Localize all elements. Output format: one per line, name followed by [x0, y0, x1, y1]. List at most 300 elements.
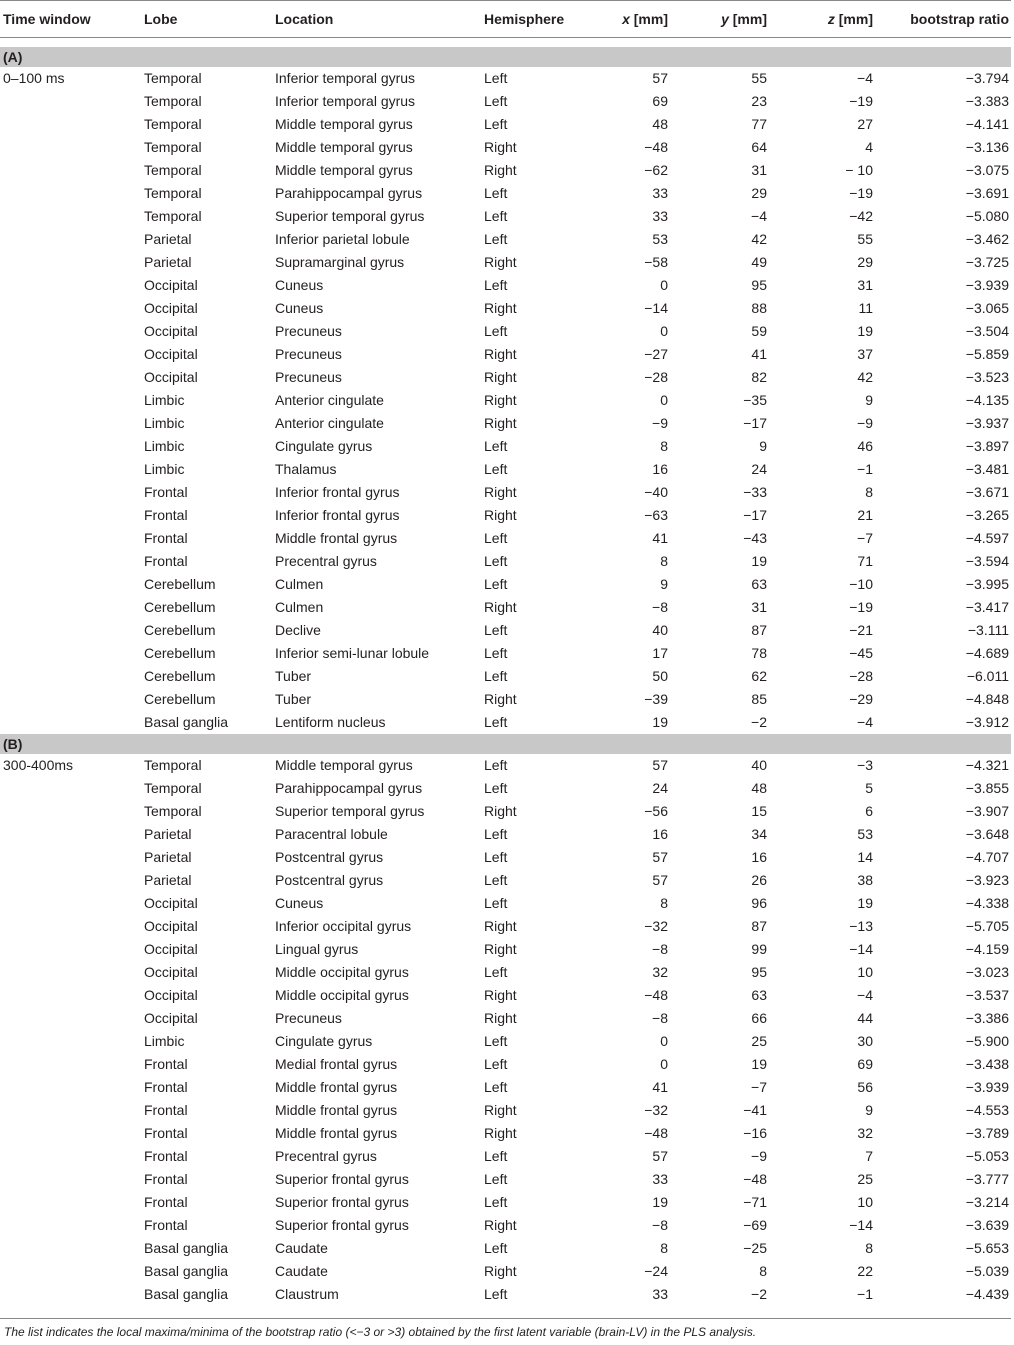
- table-row: [0, 1076, 1011, 1099]
- cell-hemisphere: Right: [484, 162, 517, 178]
- cell-bootstrap-ratio: −3.789: [965, 1125, 1009, 1141]
- cell-z: −13: [849, 918, 873, 934]
- cell-time-window: [0, 412, 144, 435]
- cell-location: Parahippocampal gyrus: [275, 185, 423, 201]
- cell-location: Middle temporal gyrus: [275, 162, 413, 178]
- cell-x: 0: [660, 1056, 668, 1072]
- cell-y: 85: [751, 691, 767, 707]
- cell-bootstrap-ratio: −4.848: [965, 691, 1009, 707]
- cell-x: 8: [660, 895, 668, 911]
- cell-lobe: Cerebellum: [144, 622, 216, 638]
- cell-bootstrap-ratio: −5.080: [965, 208, 1009, 224]
- table-row: [0, 1122, 1011, 1145]
- section-label: (B): [3, 735, 23, 752]
- table-row: [0, 1007, 1011, 1030]
- cell-location: Middle occipital gyrus: [275, 964, 409, 980]
- table-row: [0, 777, 1011, 800]
- cell-lobe: Temporal: [144, 70, 202, 86]
- cell-hemisphere: Left: [484, 964, 508, 980]
- cell-time-window: [0, 892, 144, 915]
- cell-location: Anterior cingulate: [275, 392, 384, 408]
- cell-time-window: [0, 1099, 144, 1122]
- cell-time-window: [0, 205, 144, 228]
- cell-lobe: Temporal: [144, 780, 202, 796]
- cell-lobe: Limbic: [144, 438, 185, 454]
- cell-time-window: [0, 596, 144, 619]
- cell-z: 8: [865, 1240, 873, 1256]
- cell-bootstrap-ratio: −3.504: [965, 323, 1009, 339]
- cell-location: Precuneus: [275, 346, 342, 362]
- cell-bootstrap-ratio: −3.939: [965, 277, 1009, 293]
- cell-bootstrap-ratio: −5.053: [965, 1148, 1009, 1164]
- cell-y: 96: [751, 895, 767, 911]
- table-row: [0, 481, 1011, 504]
- cell-bootstrap-ratio: −4.439: [965, 1286, 1009, 1302]
- cell-y: 62: [751, 668, 767, 684]
- cell-hemisphere: Left: [484, 1240, 508, 1256]
- cell-location: Paracentral lobule: [275, 826, 388, 842]
- cell-x: −28: [644, 369, 668, 385]
- cell-location: Thalamus: [275, 461, 337, 477]
- cell-location: Inferior temporal gyrus: [275, 93, 416, 109]
- cell-location: Middle frontal gyrus: [275, 1079, 398, 1095]
- cell-lobe: Cerebellum: [144, 691, 216, 707]
- cell-lobe: Cerebellum: [144, 645, 216, 661]
- cell-time-window: [0, 182, 144, 205]
- cell-y: 15: [751, 803, 767, 819]
- cell-bootstrap-ratio: −3.417: [965, 599, 1009, 615]
- cell-lobe: Basal ganglia: [144, 1286, 229, 1302]
- cell-bootstrap-ratio: −3.537: [965, 987, 1009, 1003]
- cell-x: 53: [652, 231, 668, 247]
- table-row: [0, 182, 1011, 205]
- cell-location: Cingulate gyrus: [275, 438, 373, 454]
- cell-y: −43: [743, 530, 767, 546]
- cell-x: 17: [652, 645, 668, 661]
- table-row: [0, 67, 1011, 90]
- cell-y: −2: [751, 714, 767, 730]
- cell-location: Inferior semi-lunar lobule: [275, 645, 430, 661]
- cell-bootstrap-ratio: −3.462: [965, 231, 1009, 247]
- cell-y: −71: [743, 1194, 767, 1210]
- cell-bootstrap-ratio: −5.653: [965, 1240, 1009, 1256]
- cell-z: 9: [865, 1102, 873, 1118]
- cell-z: 7: [865, 1148, 873, 1164]
- cell-time-window: [0, 1076, 144, 1099]
- cell-y: −17: [743, 415, 767, 431]
- cell-time-window: [0, 159, 144, 182]
- cell-hemisphere: Left: [484, 895, 508, 911]
- cell-y: −69: [743, 1217, 767, 1233]
- cell-location: Superior frontal gyrus: [275, 1171, 409, 1187]
- table-footer-rule: [0, 1318, 1011, 1319]
- cell-location: Inferior parietal lobule: [275, 231, 410, 247]
- cell-time-window: 0–100 ms: [3, 70, 65, 86]
- cell-hemisphere: Left: [484, 757, 508, 773]
- cell-bootstrap-ratio: −3.265: [965, 507, 1009, 523]
- cell-x: 8: [660, 1240, 668, 1256]
- table-row: [0, 688, 1011, 711]
- cell-x: 33: [652, 1286, 668, 1302]
- cell-hemisphere: Left: [484, 208, 508, 224]
- cell-y: 19: [751, 553, 767, 569]
- cell-hemisphere: Left: [484, 93, 508, 109]
- cell-x: −48: [644, 1125, 668, 1141]
- cell-y: 87: [751, 918, 767, 934]
- cell-y: 40: [751, 757, 767, 773]
- cell-time-window: [0, 642, 144, 665]
- cell-hemisphere: Right: [484, 392, 517, 408]
- table-row: [0, 113, 1011, 136]
- cell-y: −35: [743, 392, 767, 408]
- header-bootstrap-ratio: bootstrap ratio: [873, 1, 1011, 38]
- cell-z: 14: [857, 849, 873, 865]
- cell-bootstrap-ratio: −3.136: [965, 139, 1009, 155]
- cell-x: 57: [652, 757, 668, 773]
- table-row: [0, 136, 1011, 159]
- cell-time-window: [0, 984, 144, 1007]
- cell-z: 6: [865, 803, 873, 819]
- table-row: [0, 458, 1011, 481]
- cell-bootstrap-ratio: −3.907: [965, 803, 1009, 819]
- cell-z: 53: [857, 826, 873, 842]
- cell-x: −62: [644, 162, 668, 178]
- table-row: [0, 320, 1011, 343]
- cell-bootstrap-ratio: −3.386: [965, 1010, 1009, 1026]
- cell-y: −48: [743, 1171, 767, 1187]
- cell-hemisphere: Left: [484, 1171, 508, 1187]
- cell-time-window: [0, 869, 144, 892]
- cell-lobe: Occipital: [144, 941, 198, 957]
- table-row: [0, 527, 1011, 550]
- cell-lobe: Occipital: [144, 277, 198, 293]
- cell-lobe: Temporal: [144, 208, 202, 224]
- cell-lobe: Limbic: [144, 461, 185, 477]
- cell-time-window: [0, 366, 144, 389]
- cell-z: 37: [857, 346, 873, 362]
- cell-hemisphere: Right: [484, 941, 517, 957]
- cell-hemisphere: Left: [484, 826, 508, 842]
- cell-time-window: [0, 961, 144, 984]
- cell-z: −45: [849, 645, 873, 661]
- cell-x: 33: [652, 208, 668, 224]
- cell-z: −28: [849, 668, 873, 684]
- table-row: [0, 665, 1011, 688]
- cell-lobe: Cerebellum: [144, 576, 216, 592]
- cell-y: 99: [751, 941, 767, 957]
- cell-z: 11: [858, 300, 873, 316]
- table-row: [0, 984, 1011, 1007]
- cell-z: 25: [857, 1171, 873, 1187]
- cell-z: 69: [857, 1056, 873, 1072]
- cell-hemisphere: Right: [484, 987, 517, 1003]
- cell-y: 55: [751, 70, 767, 86]
- cell-z: −3: [857, 757, 873, 773]
- cell-lobe: Occipital: [144, 964, 198, 980]
- cell-time-window: [0, 297, 144, 320]
- cell-location: Middle temporal gyrus: [275, 757, 413, 773]
- table-row: [0, 1053, 1011, 1076]
- cell-y: 63: [751, 987, 767, 1003]
- cell-lobe: Frontal: [144, 1102, 188, 1118]
- cell-location: Inferior temporal gyrus: [275, 70, 416, 86]
- cell-location: Precuneus: [275, 323, 342, 339]
- cell-bootstrap-ratio: −3.075: [965, 162, 1009, 178]
- cell-lobe: Parietal: [144, 231, 192, 247]
- cell-z: 32: [857, 1125, 873, 1141]
- cell-z: 5: [865, 780, 873, 796]
- header-row: [0, 1, 1011, 38]
- cell-x: −8: [652, 941, 668, 957]
- cell-hemisphere: Left: [484, 645, 508, 661]
- cell-time-window: [0, 136, 144, 159]
- cell-time-window: [0, 1168, 144, 1191]
- cell-z: −7: [857, 530, 873, 546]
- cell-x: 50: [652, 668, 668, 684]
- cell-z: −1: [857, 461, 873, 477]
- table-row: [0, 823, 1011, 846]
- cell-bootstrap-ratio: −4.135: [965, 392, 1009, 408]
- section-header-row: [0, 734, 1011, 754]
- cell-time-window: [0, 800, 144, 823]
- cell-hemisphere: Left: [484, 1079, 508, 1095]
- table-row: [0, 800, 1011, 823]
- cell-lobe: Parietal: [144, 849, 192, 865]
- cell-z: 44: [857, 1010, 873, 1026]
- table-row: [0, 205, 1011, 228]
- cell-z: −19: [849, 93, 873, 109]
- cell-x: −32: [644, 918, 668, 934]
- cell-bootstrap-ratio: −3.023: [965, 964, 1009, 980]
- cell-lobe: Occipital: [144, 895, 198, 911]
- cell-lobe: Frontal: [144, 530, 188, 546]
- cell-lobe: Frontal: [144, 1125, 188, 1141]
- cell-y: 64: [751, 139, 767, 155]
- table-row: [0, 1191, 1011, 1214]
- header-spacer: [0, 38, 1011, 47]
- section-label: (A): [3, 48, 23, 65]
- header-hemisphere: Hemisphere: [484, 1, 584, 38]
- cell-y: 82: [751, 369, 767, 385]
- cell-y: 59: [751, 323, 767, 339]
- table-row: [0, 159, 1011, 182]
- cell-y: 63: [751, 576, 767, 592]
- cell-lobe: Parietal: [144, 254, 192, 270]
- cell-time-window: [0, 504, 144, 527]
- cell-lobe: Cerebellum: [144, 668, 216, 684]
- cell-bootstrap-ratio: −4.338: [965, 895, 1009, 911]
- cell-bootstrap-ratio: −3.691: [965, 185, 1009, 201]
- header-y: [668, 1, 767, 38]
- cell-z: 31: [857, 277, 873, 293]
- cell-y: 87: [751, 622, 767, 638]
- cell-y: 49: [751, 254, 767, 270]
- cell-lobe: Basal ganglia: [144, 714, 229, 730]
- cell-z: −1: [857, 1286, 873, 1302]
- cell-y: 8: [759, 1263, 767, 1279]
- cell-x: 19: [652, 714, 668, 730]
- table-row: [0, 1030, 1011, 1053]
- cell-lobe: Frontal: [144, 1148, 188, 1164]
- cell-lobe: Frontal: [144, 507, 188, 523]
- cell-hemisphere: Right: [484, 346, 517, 362]
- cell-x: 57: [652, 1148, 668, 1164]
- cell-x: −24: [644, 1263, 668, 1279]
- cell-location: Middle frontal gyrus: [275, 1102, 398, 1118]
- cell-bootstrap-ratio: −4.689: [965, 645, 1009, 661]
- cell-z: −10: [849, 576, 873, 592]
- cell-z: 42: [857, 369, 873, 385]
- cell-y: 34: [751, 826, 767, 842]
- header-z-unit: [mm]: [834, 11, 873, 27]
- cell-hemisphere: Left: [484, 461, 508, 477]
- cell-x: 0: [660, 323, 668, 339]
- cell-location: Postcentral gyrus: [275, 872, 384, 888]
- table-row: [0, 892, 1011, 915]
- cell-time-window: [0, 938, 144, 961]
- cell-location: Superior temporal gyrus: [275, 208, 425, 224]
- cell-location: Superior frontal gyrus: [275, 1194, 409, 1210]
- cell-x: −8: [652, 1010, 668, 1026]
- cell-location: Postcentral gyrus: [275, 849, 384, 865]
- cell-bootstrap-ratio: −4.321: [965, 757, 1009, 773]
- cell-y: −4: [751, 208, 767, 224]
- cell-hemisphere: Left: [484, 277, 508, 293]
- cell-z: −9: [857, 415, 873, 431]
- cell-y: −17: [743, 507, 767, 523]
- cell-location: Middle occipital gyrus: [275, 987, 409, 1003]
- cell-z: − 10: [845, 162, 873, 178]
- cell-y: 77: [751, 116, 767, 132]
- header-x-unit: [mm]: [629, 11, 668, 27]
- cell-location: Precentral gyrus: [275, 553, 377, 569]
- cell-time-window: [0, 90, 144, 113]
- table-row: [0, 754, 1011, 777]
- cell-bootstrap-ratio: −3.065: [965, 300, 1009, 316]
- table-row: [0, 297, 1011, 320]
- cell-y: 19: [751, 1056, 767, 1072]
- cell-time-window: [0, 1053, 144, 1076]
- cell-x: −32: [644, 1102, 668, 1118]
- cell-lobe: Parietal: [144, 872, 192, 888]
- cell-x: 8: [660, 553, 668, 569]
- cell-x: 8: [660, 438, 668, 454]
- cell-z: 21: [857, 507, 873, 523]
- cell-z: −21: [849, 622, 873, 638]
- cell-time-window: [0, 619, 144, 642]
- cell-y: 24: [751, 461, 767, 477]
- cell-hemisphere: Right: [484, 415, 517, 431]
- cell-y: 9: [759, 438, 767, 454]
- cell-y: 16: [751, 849, 767, 865]
- cell-lobe: Frontal: [144, 1079, 188, 1095]
- cell-lobe: Basal ganglia: [144, 1240, 229, 1256]
- cell-x: 41: [652, 1079, 668, 1095]
- cell-z: −14: [849, 1217, 873, 1233]
- cell-lobe: Temporal: [144, 93, 202, 109]
- cell-y: 41: [751, 346, 767, 362]
- cell-location: Cuneus: [275, 277, 324, 293]
- cell-bootstrap-ratio: −3.648: [965, 826, 1009, 842]
- cell-time-window: [0, 481, 144, 504]
- cell-x: 33: [652, 1171, 668, 1187]
- header-lobe: Lobe: [144, 1, 275, 38]
- cell-hemisphere: Left: [484, 323, 508, 339]
- cell-y: −9: [751, 1148, 767, 1164]
- cell-lobe: Temporal: [144, 116, 202, 132]
- cell-z: −42: [849, 208, 873, 224]
- cell-lobe: Occipital: [144, 369, 198, 385]
- cell-time-window: [0, 550, 144, 573]
- table-row: [0, 412, 1011, 435]
- cell-bootstrap-ratio: −4.597: [965, 530, 1009, 546]
- cell-x: −14: [644, 300, 668, 316]
- cell-lobe: Temporal: [144, 139, 202, 155]
- cell-y: −33: [743, 484, 767, 500]
- cell-z: 30: [857, 1033, 873, 1049]
- cell-y: −41: [743, 1102, 767, 1118]
- cell-x: −27: [644, 346, 668, 362]
- cell-time-window: [0, 915, 144, 938]
- cell-x: 33: [652, 185, 668, 201]
- cell-x: 57: [652, 70, 668, 86]
- cell-location: Medial frontal gyrus: [275, 1056, 398, 1072]
- cell-hemisphere: Left: [484, 553, 508, 569]
- cell-location: Precentral gyrus: [275, 1148, 377, 1164]
- table-row: [0, 1168, 1011, 1191]
- cell-lobe: Limbic: [144, 1033, 185, 1049]
- table-row: [0, 869, 1011, 892]
- table-row: [0, 1099, 1011, 1122]
- table-row: [0, 711, 1011, 734]
- table-row: [0, 961, 1011, 984]
- table-footnote: The list indicates the local maxima/minima of the bootstrap ratio (<−3 or >3) obtained by the first latent variable (brain-LV) in the PLS analysis.: [4, 1325, 757, 1339]
- cell-location: Superior temporal gyrus: [275, 803, 425, 819]
- table-header: [0, 1, 1011, 47]
- cell-time-window: [0, 228, 144, 251]
- cell-bootstrap-ratio: −6.011: [966, 668, 1009, 684]
- cell-x: −40: [644, 484, 668, 500]
- cell-z: 19: [857, 323, 873, 339]
- cell-bootstrap-ratio: −3.481: [965, 461, 1009, 477]
- table-row: [0, 1214, 1011, 1237]
- cell-bootstrap-ratio: −3.855: [965, 780, 1009, 796]
- cell-time-window: [0, 389, 144, 412]
- cell-bootstrap-ratio: −3.383: [965, 93, 1009, 109]
- cell-z: 27: [857, 116, 873, 132]
- cell-lobe: Frontal: [144, 1194, 188, 1210]
- cell-y: −25: [743, 1240, 767, 1256]
- cell-bootstrap-ratio: −3.937: [965, 415, 1009, 431]
- table-row: [0, 938, 1011, 961]
- cell-hemisphere: Left: [484, 438, 508, 454]
- cell-location: Lentiform nucleus: [275, 714, 386, 730]
- table-row: [0, 366, 1011, 389]
- table-row: [0, 550, 1011, 573]
- cell-x: −48: [644, 139, 668, 155]
- cell-hemisphere: Right: [484, 254, 517, 270]
- cell-lobe: Temporal: [144, 162, 202, 178]
- cell-hemisphere: Left: [484, 1056, 508, 1072]
- table-row: [0, 1145, 1011, 1168]
- cell-hemisphere: Left: [484, 70, 508, 86]
- cell-x: 0: [660, 392, 668, 408]
- table-row: [0, 573, 1011, 596]
- table-row: [0, 274, 1011, 297]
- cell-lobe: Frontal: [144, 553, 188, 569]
- header-time-window: Time window: [0, 1, 144, 38]
- cell-y: 23: [751, 93, 767, 109]
